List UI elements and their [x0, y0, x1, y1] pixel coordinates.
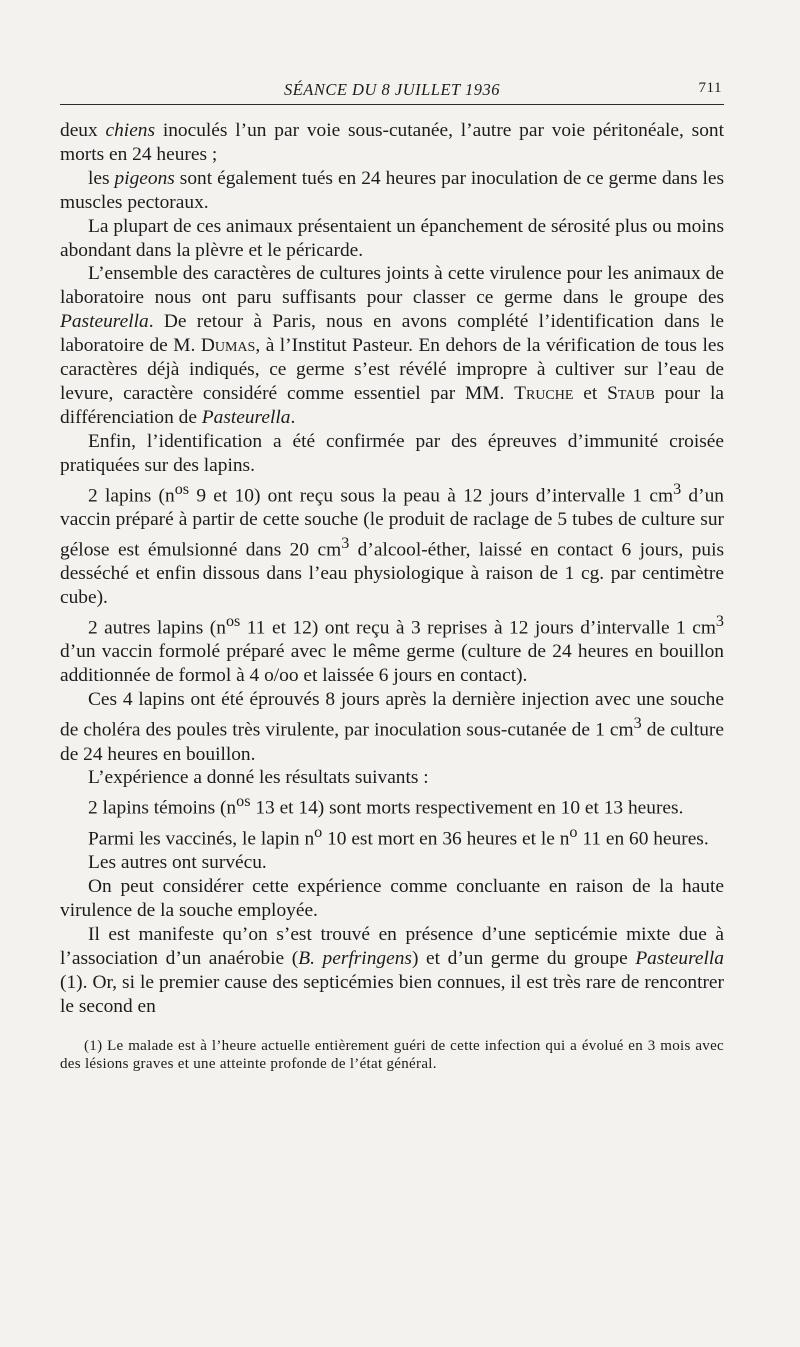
paragraph-14: Il est manifeste qu’on s’est trouvé en présence d’une septicémie mixte due à l’association d’un anaérobie (B. perfringens) et d’un germe du groupe Pasteurella (1). Or, si le premier cause des septicémies bien connues, il est très rare de rencontrer le second en [60, 923, 725, 1017]
paragraph-7: 2 autres lapins ($n^{os}$ 11 et 12) ont reçu à 3 reprises à 12 jours d’intervalle 1 $cm^3$ d’un vaccin formolé préparé avec le même germe (culture de 24 heures en bouillon additionnée de formol à 4 o/oo et laissée 6 jours en contact). [60, 613, 724, 687]
paragraph-1: deux chiens inoculés l’un par voie sous-cutanée, l’autre par voie péritonéale, sont morts en 24 heures ; [60, 120, 725, 165]
paragraph-11: Parmi les vaccinés, le lapin $n^o$ 10 est mort en 36 heures et le $n^o$ 11 en 60 heures. [88, 823, 709, 850]
paragraph-5: Enfin, l’identification a été confirmée par des épreuves d’immunité croisée pratiquées sur des lapins. [60, 430, 724, 476]
paragraph-13: On peut considérer cette expérience comme concluante en raison de la haute virulence de la souche employée. [60, 876, 724, 921]
paragraph-10: 2 lapins témoins ($n^{os}$ 13 et 14) sont morts respectivement en 10 et 13 heures. [88, 793, 684, 819]
paragraph-8: Ces 4 lapins ont été éprouvés 8 jours après la dernière injection avec une souche de choléra des poules très virulente, par inoculation sous-cutanée de 1 $cm^3$ de culture de 24 heures en bouillon. [60, 689, 724, 765]
paragraph-9: L’expérience a donné les résultats suivants : [88, 767, 429, 789]
paragraph-3: La plupart de ces animaux présentaient un épanchement de sérosité plus ou moins abondant dans la plèvre et le péricarde. [60, 215, 724, 261]
page-number: 711 [698, 80, 722, 96]
paragraph-4: L’ensemble des caractères de cultures joints à cette virulence pour les animaux de laboratoire nous ont paru suffisants pour classer ce germe dans le groupe des Pasteurella. De retour à Paris, nous en avons complété l’identification dans le laboratoire de M. Dumas, à l’Institut Pasteur. En dehors de la vérification de tous les caractères déjà indiqués, ce germe s’est révélé impropre à cultiver sur l’eau de levure, caractère considéré comme essentiel par MM. Truche et Staub pour la différenciation de Pasteurella. [60, 263, 724, 428]
footnote: (1) Le malade est à l’heure actuelle entièrement guéri de cette infection qui a évolué en 3 mois avec des lésions graves et une atteinte profonde de l’état général. [60, 1038, 724, 1072]
body-text [60, 119, 724, 1018]
paragraph-6: 2 lapins ($n^{os}$ 9 et 10) ont reçu sous la peau à 12 jours d’intervalle 1 $cm^3$ d’un vaccin préparé à partir de cette souche (le produit de raclage de 5 tubes de culture sur gélose est émulsionné dans 20 $cm^3$ d’alcool-éther, laissé en contact 6 jours, puis desséché et enfin dissous dans l’eau physiologique à raison de 1 cg. par centimètre cube). [60, 480, 724, 609]
running-title: SÉANCE DU 8 JUILLET 1936 [283, 80, 501, 99]
paragraph-2: les pigeons sont également tués en 24 heures par inoculation de ce germe dans les muscles pectoraux. [60, 167, 724, 213]
paragraph-12: Les autres ont survécu. [88, 852, 267, 874]
page [60, 76, 724, 1073]
running-header [60, 76, 724, 105]
